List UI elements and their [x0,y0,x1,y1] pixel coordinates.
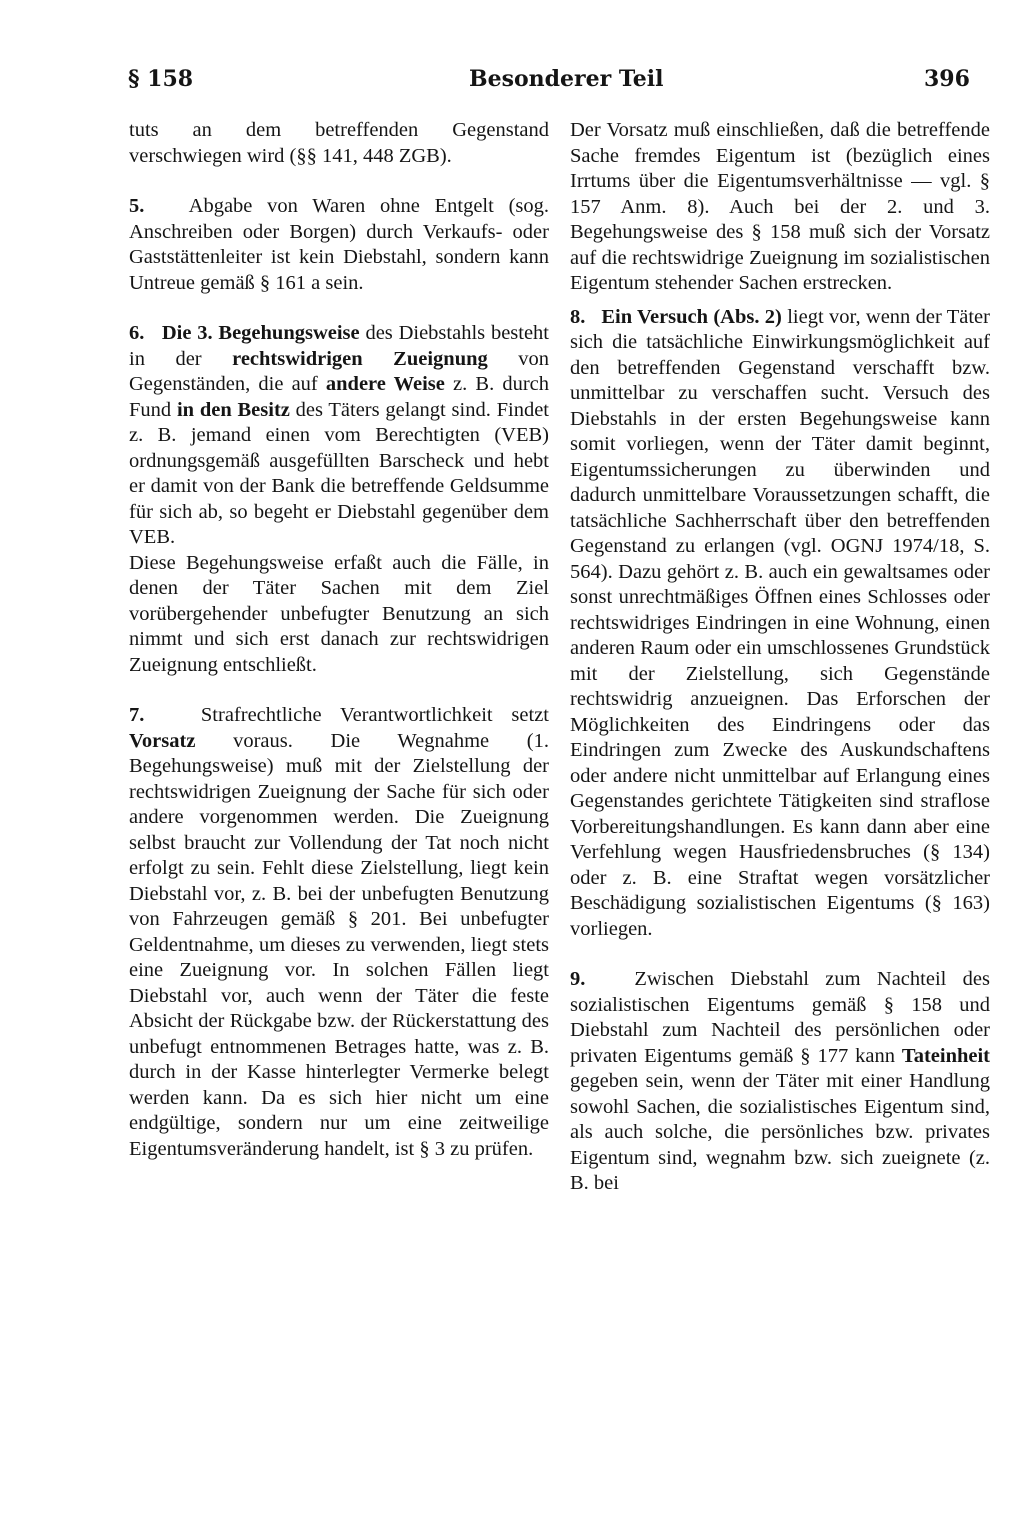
note-5 [129,194,549,296]
note-6-bold-g: in den Besitz [176,398,290,421]
section-number: § 158 [128,66,194,92]
note-8-text-b: liegt vor, wenn der Täter sich die tatsächliche Einwirkungsmöglichkeit auf den betreffenden Gegenstand verschafft bzw. unmittelbar zu verschaffen sucht. Versuch des Diebstahls in der ersten Begehungsweise kann somit vorliegen, wenn der Täter damit beginnt, Eigentumssicherungen zu überwinden und dadurch unmittelbare Voraussetzungen schafft, die tatsächliche Sachherrschaft über den betreffenden Gegenstand zu erlangen (vgl. OGNJ 1974/18, S. 564). Dazu gehört z. B. auch ein gewaltsames oder sonst unrechtmäßiges Öffnen eines Schlosses oder rechtswidriges Eindringen in eine Wohnung, einen anderen Raum oder ein umschlossenes Grundstück mit der Zielstellung, sich Gegenstände rechtswidrig anzueignen. Das Erforschen der Möglichkeiten des Eindringens oder das Eindringen zum Zwecke des Auskundschaftens oder andere nicht unmittelbar auf Erlangung eines Gegenstandes gerichtete Tätigkeiten sind straflose Vorbereitungshandlungen. Es kann dann aber eine Verfehlung wegen Hausfriedensbruches (§ 134) oder z. B. eine Straftat wegen vorsätzlicher Beschädigung sozialistischen Eigentums (§ 163) vorliegen. [570,305,990,940]
running-title: Besonderer Teil [469,66,664,92]
left-column [129,118,549,1162]
note-9-bold-b: Tateinheit [901,1044,990,1067]
note-6-bold-c: rechtswidrigen Zueignung [232,347,488,370]
note-8 [570,305,990,943]
note-6-continuation: Diese Begehungsweise erfaßt auch die Fälle, in denen der Täter Sachen mit dem Ziel vorübergehender unbefugter Benutzung an sich nimmt und sich erst danach zur rechtswidrigen Zueignung entschließt. [129,551,549,676]
note-7-text-c: voraus. Die Wegnahme (1. Begehungsweise) muß mit der Zielstellung der rechtswidrigen Zueignung der Sache für sich oder andere vorgenommen werden. Die Zueignung selbst braucht zur Vollendung der Tat noch nicht erfolgt zu sein. Fehlt diese Zielstellung, liegt kein Diebstahl vor, z. B. bei der unbefugten Benutzung von Fahrzeugen gemäß § 201. Bei unbefugter Geldentnahme, um dieses zu verwenden, liegt stets eine Zueignung vor. In solchen Fällen liegt Diebstahl vor, auch wenn der Täter die feste Absicht der Rückgabe bzw. der Rückerstattung des unbefugt entnommenen Betrages hatte, was z. B. durch in der Kasse hinterlegter Vermerke belegt werden kann. Da es sich hier nicht um eine endgültige, sondern nur um eine zeitweilige Eigentumsveränderung handelt, ist § 3 zu prüfen. [129,729,549,1160]
note-6-bold-e: andere Weise [325,373,445,395]
note-9-text-a: Zwischen Diebstahl zum Nachteil des sozialistischen Eigentums gemäß § 158 und Diebstahl zum Nachteil des persönlichen oder privaten Eigentums gemäß § 177 kann [570,968,990,1067]
note-6-text-b: des Diebstahls besteht in der [129,322,550,370]
note-5-number: 5. [129,195,145,217]
note-6-text-h: des Täters gelangt sind. Findet z. B. jemand einen vom Berechtigten (VEB) ordnungsgemäß ausgefüllten Barscheck und hebt er damit von der Bank die betreffende Geldsumme für sich ab, so begeht er Diebstahl gegenüber dem VEB. [129,398,549,548]
note-6-text-d: von Gegenständen, die auf [129,347,550,395]
note-8-number: 8. [570,305,586,328]
note-6-text-f: z. B. durch Fund [129,373,550,421]
note-7-number: 7. [129,704,145,726]
note-6-bold-a: Die 3. Begehungsweise [161,322,360,344]
paragraph-vorsatz: Der Vorsatz muß einschließen, daß die betreffende Sache fremdes Eigentum ist (bezüglich eines Irrtums über die Eigentumsverhältnisse — vgl. § 157 Anm. 8). Auch bei der 2. und 3. Begehungsweise des § 158 muß sich der Vorsatz auf die rechtswidrige Zueignung im sozialistischen Eigentum stehender Sachen erstrecken. [570,119,990,294]
note-5-text: Abgabe von Waren ohne Entgelt (sog. Anschreiben oder Borgen) durch Verkaufs- oder Gaststättenleiter ist kein Diebstahl, sondern kann Untreue gemäß § 161 a sein. [129,195,549,294]
note-8-bold-a: Ein Versuch (Abs. 2) [601,305,782,328]
page-number: 396 [924,66,970,92]
note-9 [570,967,990,1197]
page-header [0,66,1024,106]
note-9-text-c: gegeben sein, wenn der Täter mit einer Handlung sowohl Sachen, die sozialistisches Eigentum sind, als auch solche, die persönliches bzw. privates Eigentum sind, wegnahm bzw. sich zueignete (z. B. bei [570,1070,990,1194]
note-7-bold-b: Vorsatz [129,729,196,752]
note-6-number: 6. [129,322,145,344]
paragraph-continued: tuts an dem betreffenden Gegenstand verschwiegen wird (§§ 141, 448 ZGB). [129,119,549,167]
right-column [570,118,990,1197]
note-6 [129,321,549,551]
note-7-text-a: Strafrechtliche Verantwortlichkeit setzt [200,704,550,726]
note-7 [129,703,549,1162]
note-9-number: 9. [570,968,586,990]
